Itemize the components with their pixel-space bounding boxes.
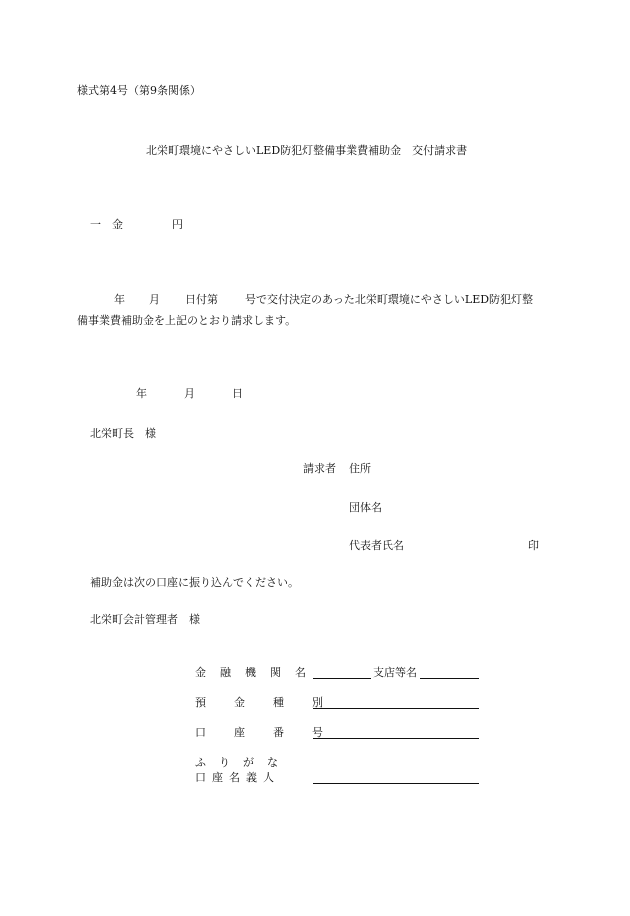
accountant-addressee: 北栄町会計管理者 様 bbox=[90, 613, 200, 626]
account-number-line[interactable] bbox=[313, 738, 479, 739]
furigana-label: ふりがな bbox=[195, 756, 291, 769]
date-day: 日 bbox=[232, 387, 243, 400]
addressee: 北栄町長 様 bbox=[90, 427, 156, 440]
account-holder-line[interactable] bbox=[313, 783, 479, 784]
deposit-type-line[interactable] bbox=[313, 708, 479, 709]
form-number: 様式第4号（第9条関係） bbox=[77, 84, 201, 97]
deposit-type-label: 預金種別 bbox=[195, 696, 351, 709]
institution-label: 金融機関名 bbox=[195, 666, 320, 679]
body-year: 年 bbox=[114, 293, 125, 306]
address-label: 住所 bbox=[349, 462, 371, 475]
account-holder-label: 口座名義人 bbox=[195, 771, 280, 784]
seal-mark: 印 bbox=[528, 539, 539, 552]
representative-label: 代表者氏名 bbox=[349, 539, 404, 552]
body-number-text: 号で交付決定のあった北栄町環境にやさしいLED防犯灯整 bbox=[245, 293, 534, 306]
date-year: 年 bbox=[136, 387, 147, 400]
account-number-label: 口座番号 bbox=[195, 726, 351, 739]
body-line-2: 備事業費補助金を上記のとおり請求します。 bbox=[77, 314, 297, 327]
group-name-label: 団体名 bbox=[349, 501, 382, 514]
requester-label: 請求者 bbox=[303, 462, 336, 475]
body-month: 月 bbox=[149, 293, 160, 306]
branch-line[interactable] bbox=[420, 678, 479, 679]
branch-label: 支店等名 bbox=[373, 666, 417, 679]
document-title: 北栄町環境にやさしいLED防犯灯整備事業費補助金 交付請求書 bbox=[146, 144, 468, 157]
amount-unit: 円 bbox=[172, 218, 183, 231]
transfer-note: 補助金は次の口座に振り込んでください。 bbox=[90, 576, 299, 589]
institution-line[interactable] bbox=[313, 678, 371, 679]
body-day-ref: 日付第 bbox=[185, 293, 218, 306]
date-month: 月 bbox=[184, 387, 195, 400]
amount-prefix: 一 金 bbox=[90, 218, 123, 231]
